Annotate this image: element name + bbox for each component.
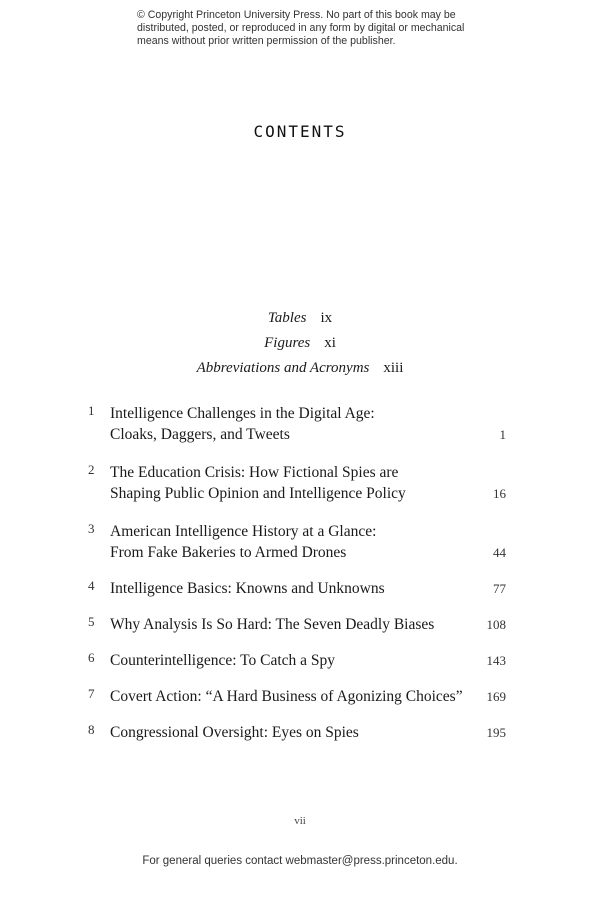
front-matter-list bbox=[0, 308, 600, 383]
front-matter-page: xi bbox=[324, 335, 336, 351]
chapter-page: 143 bbox=[486, 653, 506, 668]
chapter-entry-5 bbox=[88, 614, 506, 635]
front-matter-item-figures bbox=[0, 333, 600, 358]
chapter-entry-4 bbox=[88, 578, 506, 599]
chapter-number: 7 bbox=[88, 686, 95, 701]
chapter-title-line: American Intelligence History at a Glance: bbox=[110, 523, 377, 540]
chapter-title: Intelligence Basics: Knowns and Unknowns bbox=[110, 580, 385, 597]
front-matter-label: Figures bbox=[264, 335, 311, 351]
chapter-title-line: Intelligence Challenges in the Digital Age: bbox=[110, 405, 375, 422]
chapter-entry-2 bbox=[88, 462, 506, 504]
copyright-notice: © Copyright Princeton University Press. No part of this book may be distributed, posted, or reproduced in any form by digital or mechanical means without prior written permission of the publisher. bbox=[137, 9, 465, 47]
chapter-title bbox=[110, 403, 460, 445]
chapter-page: 44 bbox=[493, 545, 506, 560]
chapter-entry-1 bbox=[88, 403, 506, 445]
chapter-number: 6 bbox=[88, 650, 95, 665]
chapter-page: 195 bbox=[486, 725, 506, 740]
chapter-title bbox=[110, 462, 460, 504]
chapter-page: 169 bbox=[486, 689, 506, 704]
chapter-title: Covert Action: “A Hard Business of Agonizing Choices” bbox=[110, 688, 463, 705]
chapter-title-line: From Fake Bakeries to Armed Drones bbox=[110, 544, 347, 561]
front-matter-page: xiii bbox=[383, 360, 404, 376]
chapter-list bbox=[88, 403, 506, 743]
chapter-title-line: The Education Crisis: How Fictional Spies are bbox=[110, 464, 399, 481]
chapter-number: 2 bbox=[88, 462, 95, 477]
front-matter-label: Abbreviations and Acronyms bbox=[196, 360, 370, 376]
page-folio: vii bbox=[294, 815, 306, 827]
front-matter-item-abbreviations bbox=[0, 358, 600, 383]
chapter-title-line: Cloaks, Daggers, and Tweets bbox=[110, 426, 290, 443]
chapter-entry-3 bbox=[88, 521, 506, 563]
front-matter-label: Tables bbox=[267, 310, 307, 326]
chapter-entry-7 bbox=[88, 686, 506, 707]
page-title: CONTENTS bbox=[253, 122, 347, 141]
front-matter-page: ix bbox=[320, 310, 333, 326]
chapter-title: Congressional Oversight: Eyes on Spies bbox=[110, 724, 359, 741]
chapter-title bbox=[110, 521, 460, 563]
chapter-number: 5 bbox=[88, 614, 95, 629]
chapter-page: 108 bbox=[486, 617, 506, 632]
chapter-title: Counterintelligence: To Catch a Spy bbox=[110, 652, 336, 669]
chapter-number: 8 bbox=[88, 722, 95, 737]
chapter-number: 3 bbox=[88, 521, 95, 536]
chapter-title-line: Shaping Public Opinion and Intelligence Policy bbox=[110, 485, 406, 502]
chapter-number: 1 bbox=[88, 403, 95, 418]
chapter-page: 1 bbox=[499, 427, 506, 442]
chapter-number: 4 bbox=[88, 578, 95, 593]
chapter-entry-8 bbox=[88, 722, 506, 743]
chapter-page: 77 bbox=[493, 581, 506, 596]
footer-contact: For general queries contact webmaster@press.princeton.edu. bbox=[142, 855, 458, 867]
chapter-page: 16 bbox=[493, 486, 506, 501]
chapter-title: Why Analysis Is So Hard: The Seven Deadly Biases bbox=[110, 616, 435, 633]
front-matter-item-tables bbox=[0, 308, 600, 333]
chapter-entry-6 bbox=[88, 650, 506, 671]
